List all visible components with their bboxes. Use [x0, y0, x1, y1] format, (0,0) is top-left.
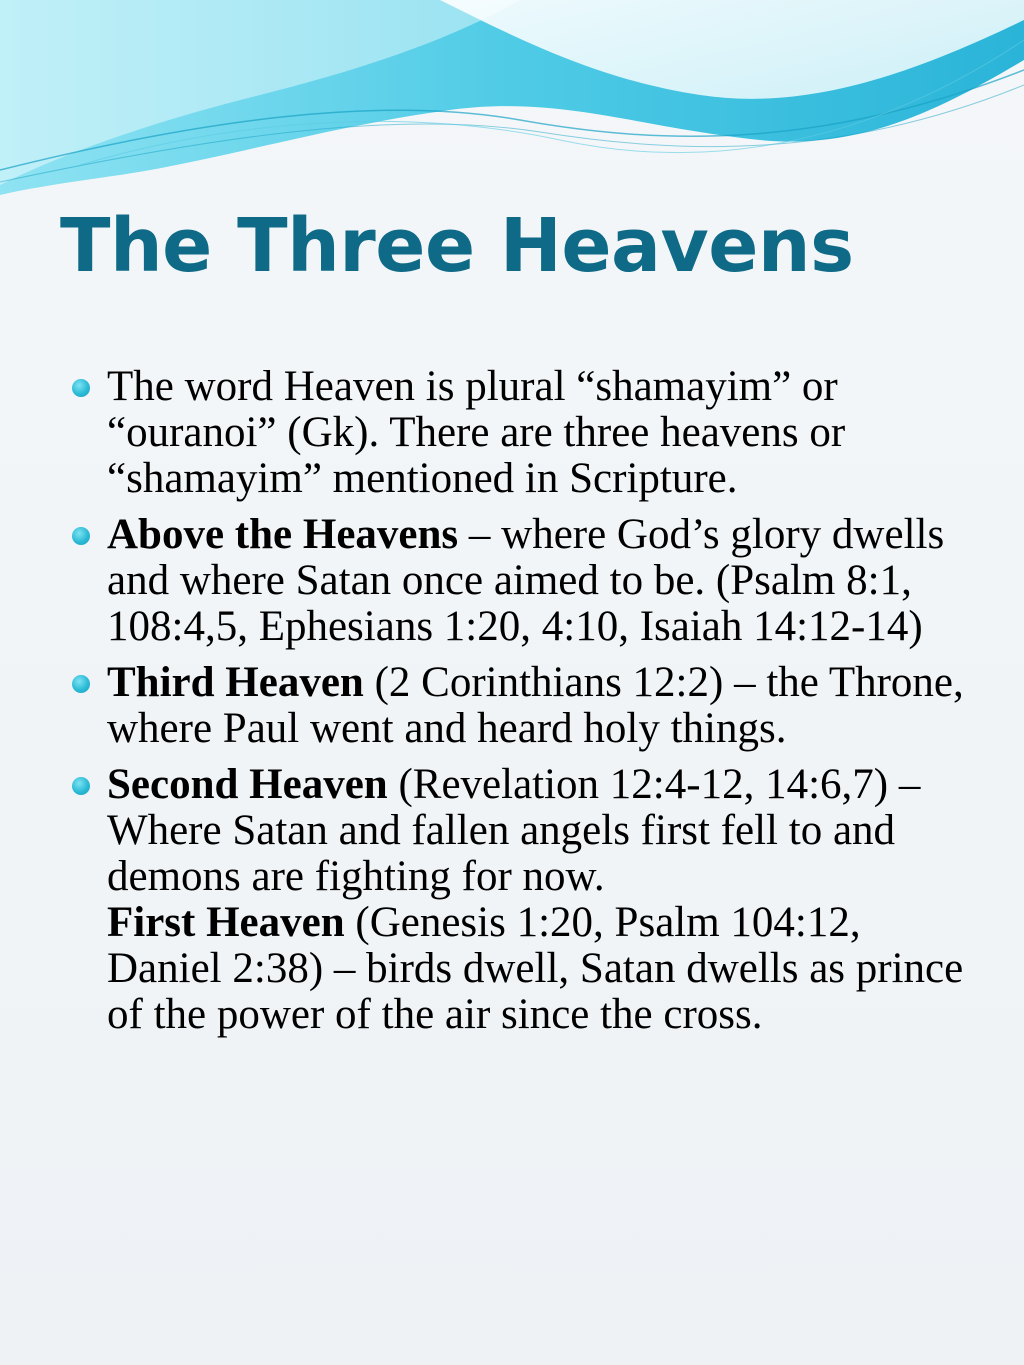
filled-circle-bullet-icon	[72, 379, 90, 397]
bullet-lead: Second Heaven	[107, 761, 388, 808]
filled-circle-bullet-icon	[72, 777, 90, 795]
filled-circle-bullet-icon	[72, 527, 90, 545]
sub-text: (Genesis 1:20, Psalm 104:12, Daniel 2:38) – birds dwell, Satan dwells as prince of the power of the air since the cross.	[107, 899, 964, 1038]
bullet-item-third-heaven	[72, 660, 972, 752]
bullet-text: (2 Corinthians 12:2) – the Throne, where Paul went and heard holy things.	[107, 659, 964, 752]
bullet-lead: Third Heaven	[107, 659, 364, 706]
sub-lead: First Heaven	[107, 899, 345, 946]
bullet-item-plural-word	[72, 364, 972, 502]
bullet-text: (Revelation 12:4-12, 14:6,7) –Where Satan and fallen angels first fell to and demons are fighting for now.	[107, 761, 921, 900]
bullet-text: The word Heaven is plural “shamayim” or “ouranoi” (Gk). There are three heavens or “shamayim” mentioned in Scripture.	[107, 363, 846, 502]
first-heaven-paragraph	[107, 900, 972, 1038]
bullet-lead: Above the Heavens	[107, 511, 459, 558]
filled-circle-bullet-icon	[72, 675, 90, 693]
page-title: The Three Heavens	[60, 203, 854, 289]
bullet-list	[72, 364, 972, 1048]
bullet-item-second-heaven	[72, 762, 972, 1038]
bullet-item-above-the-heavens	[72, 512, 972, 650]
bullet-text: – where God’s glory dwells and where Satan once aimed to be. (Psalm 8:1, 108:4,5, Ephesians 1:20, 4:10, Isaiah 14:12-14)	[107, 511, 945, 650]
decorative-wave-header	[0, 0, 1024, 220]
